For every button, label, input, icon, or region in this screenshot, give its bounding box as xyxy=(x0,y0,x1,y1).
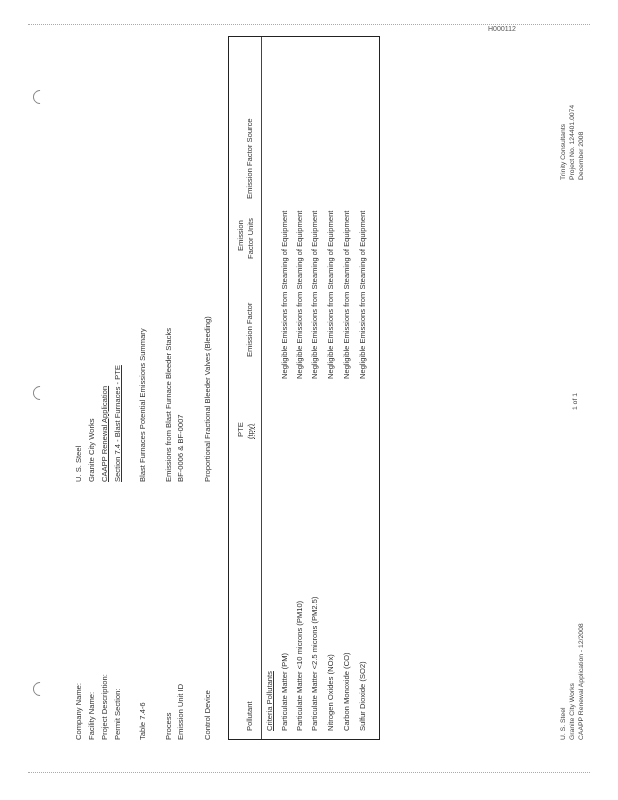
row-pollutant: Nitrogen Oxides (NOx) xyxy=(326,654,335,731)
col-header-ef-source: Emission Factor Source xyxy=(245,118,254,199)
project-value: CAAPP Renewal Application xyxy=(100,385,109,482)
facility-label: Facility Name: xyxy=(87,691,96,740)
table-row xyxy=(326,39,340,739)
table-ref-value: Blast Furnaces Potential Emissions Summary xyxy=(138,328,147,482)
footer-consultant: Trinity Consultants xyxy=(560,123,567,180)
row-pollutant: Particulate Matter <10 microns (PM10) xyxy=(295,600,304,731)
row-emission-factor: Negligible Emissions from Steaming of Equipment xyxy=(310,210,319,379)
row-pollutant: Carbon Monoxide (CO) xyxy=(342,652,351,731)
row-emission-factor: Negligible Emissions from Steaming of Equipment xyxy=(342,210,351,379)
row-pollutant: Sulfur Dioxide (SO2) xyxy=(358,661,367,731)
process-label: Process xyxy=(164,712,173,740)
col-header-ef-units-1: Emission xyxy=(236,220,245,251)
company-value: U. S. Steel xyxy=(74,445,83,482)
table-row xyxy=(295,39,309,739)
row-pollutant: Criteria Pollutants xyxy=(265,671,274,731)
col-header-ef-units-2: Factor Units xyxy=(246,218,255,259)
row-emission-factor: Negligible Emissions from Steaming of Equipment xyxy=(358,210,367,379)
row-pollutant: Particulate Matter (PM) xyxy=(280,652,289,731)
header-divider xyxy=(261,37,262,739)
process-value: Emissions from Blast Furnace Bleeder Stacks xyxy=(164,327,173,482)
footer-facility: Granite City Works xyxy=(569,683,576,740)
col-header-pollutant: Pollutant xyxy=(245,701,254,731)
company-label: Company Name: xyxy=(74,683,83,740)
footer-company: U. S. Steel xyxy=(560,707,567,740)
control-device-label: Control Device xyxy=(203,690,212,740)
emissions-table xyxy=(228,36,380,740)
bates-number: H000112 xyxy=(488,26,516,33)
col-header-pte: PTE xyxy=(236,422,245,437)
project-label: Project Description: xyxy=(100,674,109,740)
table-ref-label: Table 7.4-6 xyxy=(138,702,147,740)
table-row xyxy=(265,39,279,739)
col-header-pte-unit: (tpy) xyxy=(246,423,255,439)
footer-project-number: Project No. 124401.0074 xyxy=(569,104,576,180)
control-device-value: Proportional Fractional Bleeder Valves (Bleeding) xyxy=(203,316,212,482)
footer-date: December 2008 xyxy=(578,131,585,180)
table-row xyxy=(342,39,356,739)
row-emission-factor: Negligible Emissions from Steaming of Equipment xyxy=(326,210,335,379)
footer-page-number: 1 of 1 xyxy=(572,392,579,410)
table-row xyxy=(280,39,294,739)
table-row xyxy=(358,39,372,739)
permit-label: Permit Section: xyxy=(113,688,122,740)
row-pollutant: Particulate Matter <2.5 microns (PM2.5) xyxy=(310,596,319,731)
facility-value: Granite City Works xyxy=(87,418,96,482)
table-row xyxy=(310,39,324,739)
emission-unit-label: Emission Unit ID xyxy=(176,683,185,740)
permit-value: Section 7.4 - Blast Furnaces - PTE xyxy=(113,365,122,482)
row-emission-factor: Negligible Emissions from Steaming of Equipment xyxy=(280,210,289,379)
row-emission-factor: Negligible Emissions from Steaming of Equipment xyxy=(295,210,304,379)
emission-unit-value: BF-0006 & BF-0007 xyxy=(176,414,185,482)
col-header-emission-factor: Emission Factor xyxy=(245,302,254,357)
footer-application: CAAPP Renewal Application - 12/2008 xyxy=(578,623,585,740)
